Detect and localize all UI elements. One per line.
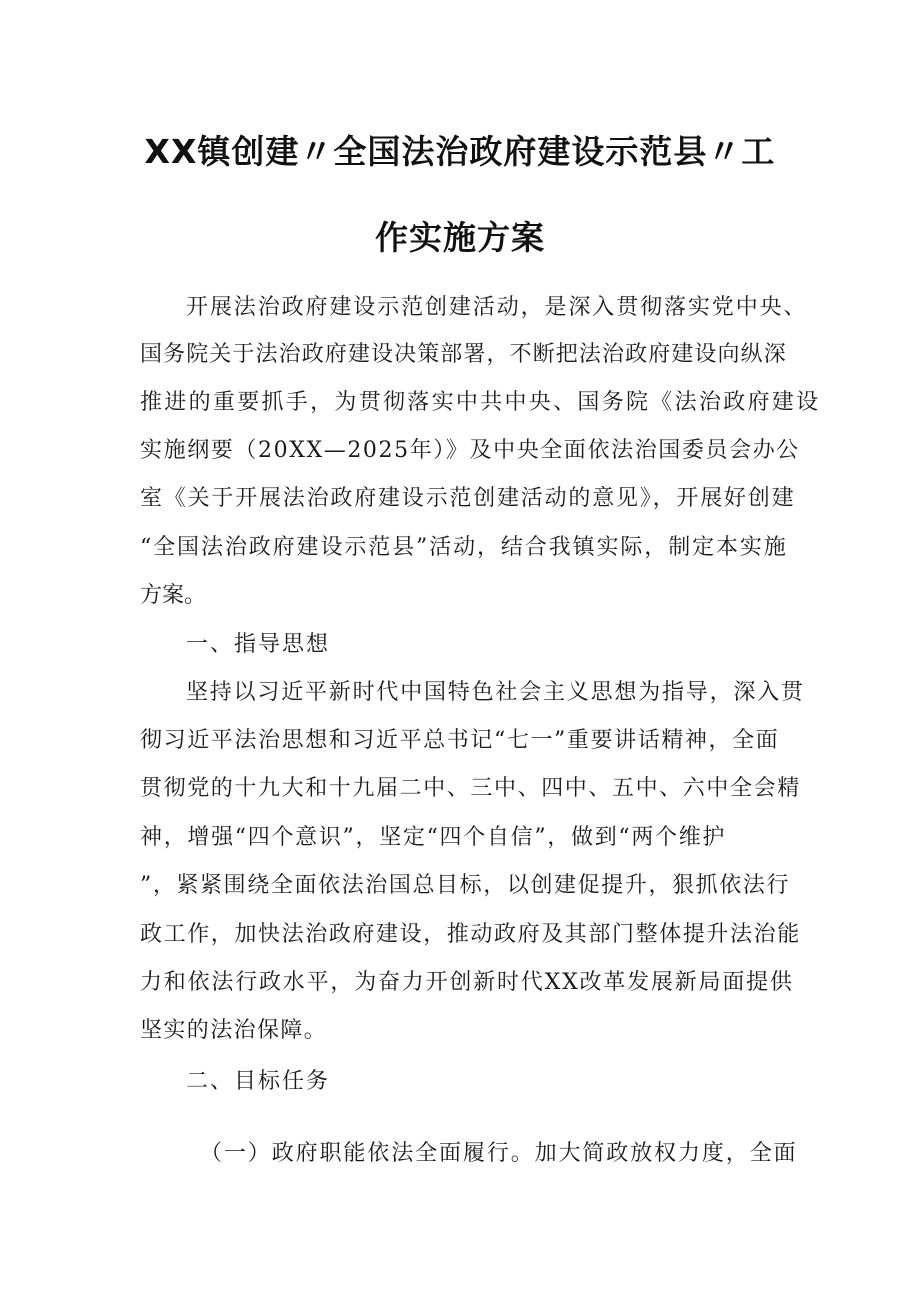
document-title-line-2: 作实施方案 xyxy=(375,218,545,257)
body-line-1: 开展法治政府建设示范创建活动，是深入贯彻落实党中央、 xyxy=(186,295,808,320)
body-line-2: 国务院关于法治政府建设决策部署，不断把法治政府建设向纵深 xyxy=(140,342,787,367)
body-line-11: 贯彻党的十九大和十九届二中、三中、四中、五中、六中全会精 xyxy=(140,776,801,801)
body-line-4: 实施纲要（20XX—2025年）》及中央全面依法治国委员会办公 xyxy=(140,438,800,463)
document-title-line-1: XX镇创建〃全国法治政府建设示范县〃工 xyxy=(144,132,776,171)
body-line-3: 推进的重要抓手，为贯彻落实中共中央、国务院《法治政府建设 xyxy=(140,390,821,415)
body-line-14: 政工作，加快法治政府建设，推动政府及其部门整体提升法治能 xyxy=(140,922,801,947)
body-line-15: 力和依法行政水平，为奋力开创新时代XX改革发展新局面提供 xyxy=(140,970,794,995)
body-line-7: 方案。 xyxy=(140,583,207,608)
section-heading-1: 一、指导思想 xyxy=(186,632,331,657)
body-line-10: 彻习近平法治思想和习近平总书记“七一”重要讲话精神，全面 xyxy=(140,728,780,753)
body-line-18: （一）政府职能依法全面履行。加大简政放权力度，全面 xyxy=(200,1141,798,1166)
section-heading-2: 二、目标任务 xyxy=(186,1069,331,1094)
body-line-12: 神，增强“四个意识”，坚定“四个自信”，做到“两个维护 xyxy=(140,825,727,850)
body-line-6: “全国法治政府建设示范县”活动，结合我镇实际，制定本实施 xyxy=(140,535,788,560)
body-line-5: 室《关于开展法治政府建设示范创建活动的意见》，开展好创建 xyxy=(140,486,796,511)
body-line-13: ”，紧紧围绕全面依法治国总目标，以创建促提升，狠抓依法行 xyxy=(140,873,791,898)
body-line-9: 坚持以习近平新时代中国特色社会主义思想为指导，深入贯 xyxy=(186,680,805,705)
body-line-16: 坚实的法治保障。 xyxy=(140,1018,328,1043)
